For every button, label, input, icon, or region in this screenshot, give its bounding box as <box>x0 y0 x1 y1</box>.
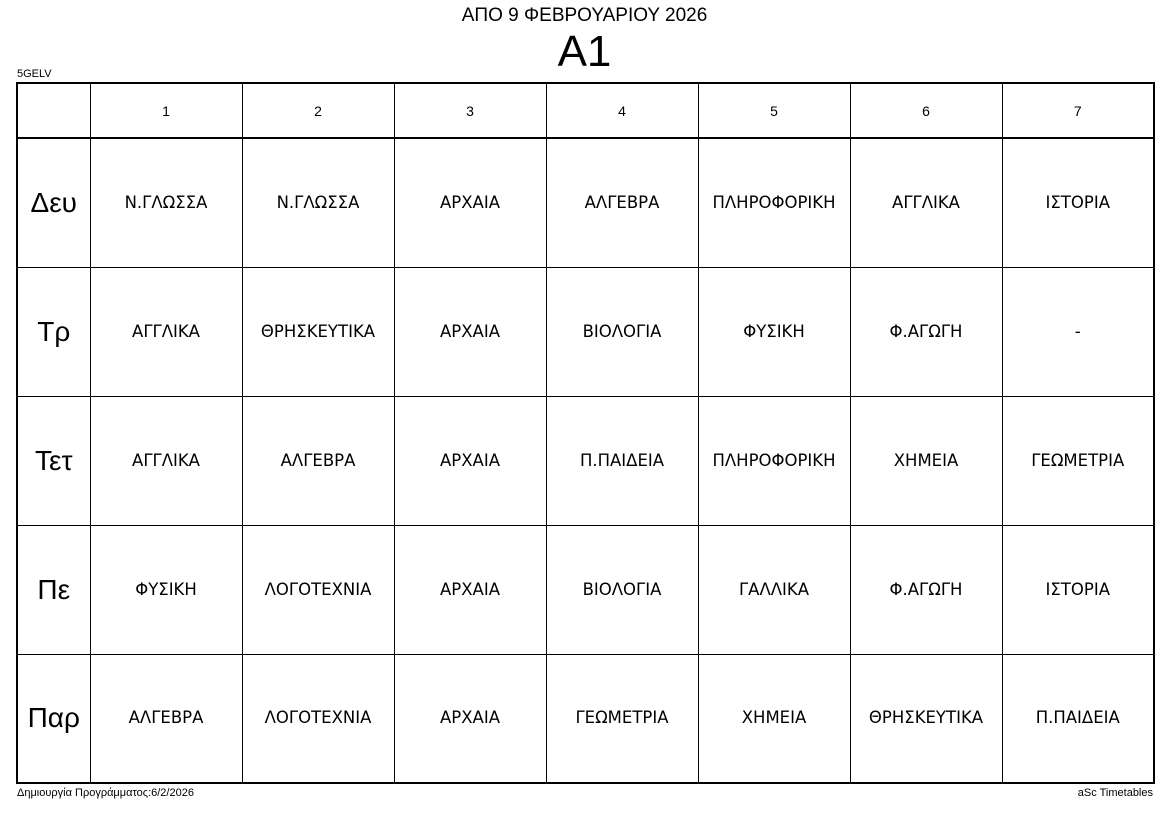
lesson-cell: ΙΣΤΟΡΙΑ <box>1002 138 1154 267</box>
period-header: 2 <box>242 83 394 138</box>
lesson-cell: ΑΓΓΛΙΚΑ <box>850 138 1002 267</box>
day-label: Τετ <box>17 396 90 525</box>
day-row-friday <box>17 654 1154 783</box>
software-credit: aSc Timetables <box>1077 787 1153 799</box>
day-row-tuesday <box>17 267 1154 396</box>
lesson-cell: ΑΡΧΑΙΑ <box>394 654 546 783</box>
lesson-cell: ΑΛΓΕΒΡΑ <box>546 138 698 267</box>
lesson-cell: Ν.ΓΛΩΣΣΑ <box>242 138 394 267</box>
creation-date-note: Δημιουργία Προγράμματος:6/2/2026 <box>17 787 194 799</box>
lesson-cell: ΠΛΗΡΟΦΟΡΙΚΗ <box>698 396 850 525</box>
period-header: 1 <box>90 83 242 138</box>
day-label: Τρ <box>17 267 90 396</box>
period-header: 5 <box>698 83 850 138</box>
day-label: Πε <box>17 525 90 654</box>
lesson-cell: ΦΥΣΙΚΗ <box>698 267 850 396</box>
period-header: 4 <box>546 83 698 138</box>
timetable-subtitle: ΑΠΟ 9 ΦΕΒΡΟΥΑΡΙΟΥ 2026 <box>461 5 708 26</box>
lesson-cell: ΛΟΓΟΤΕΧΝΙΑ <box>242 654 394 783</box>
lesson-cell: ΓΕΩΜΕΤΡΙΑ <box>546 654 698 783</box>
timetable-grid <box>16 82 1155 784</box>
lesson-cell: ΓΕΩΜΕΤΡΙΑ <box>1002 396 1154 525</box>
lesson-cell: ΑΡΧΑΙΑ <box>394 138 546 267</box>
day-row-monday <box>17 138 1154 267</box>
day-row-wednesday <box>17 396 1154 525</box>
lesson-cell: Φ.ΑΓΩΓΗ <box>850 525 1002 654</box>
period-header: 3 <box>394 83 546 138</box>
class-title: A1 <box>557 27 612 76</box>
lesson-cell: ΧΗΜΕΙΑ <box>850 396 1002 525</box>
lesson-cell: Φ.ΑΓΩΓΗ <box>850 267 1002 396</box>
period-header: 6 <box>850 83 1002 138</box>
lesson-cell: Π.ΠΑΙΔΕΙΑ <box>546 396 698 525</box>
lesson-cell: ΑΓΓΛΙΚΑ <box>90 267 242 396</box>
day-label: Παρ <box>17 654 90 783</box>
lesson-cell: Π.ΠΑΙΔΕΙΑ <box>1002 654 1154 783</box>
lesson-cell: ΘΡΗΣΚΕΥΤΙΚΑ <box>850 654 1002 783</box>
lesson-cell: ΑΡΧΑΙΑ <box>394 525 546 654</box>
lesson-cell: ΑΛΓΕΒΡΑ <box>90 654 242 783</box>
lesson-cell: ΑΓΓΛΙΚΑ <box>90 396 242 525</box>
lesson-cell: ΛΟΓΟΤΕΧΝΙΑ <box>242 525 394 654</box>
lesson-cell: ΙΣΤΟΡΙΑ <box>1002 525 1154 654</box>
lesson-cell: - <box>1002 267 1154 396</box>
lesson-cell: ΧΗΜΕΙΑ <box>698 654 850 783</box>
lesson-cell: ΒΙΟΛΟΓΙΑ <box>546 525 698 654</box>
lesson-cell: ΘΡΗΣΚΕΥΤΙΚΑ <box>242 267 394 396</box>
school-code: 5GELV <box>17 68 52 80</box>
day-row-thursday <box>17 525 1154 654</box>
day-label: Δευ <box>17 138 90 267</box>
lesson-cell: ΠΛΗΡΟΦΟΡΙΚΗ <box>698 138 850 267</box>
period-header-row <box>17 83 1154 138</box>
lesson-cell: ΑΛΓΕΒΡΑ <box>242 396 394 525</box>
lesson-cell: ΑΡΧΑΙΑ <box>394 396 546 525</box>
lesson-cell: ΑΡΧΑΙΑ <box>394 267 546 396</box>
lesson-cell: ΒΙΟΛΟΓΙΑ <box>546 267 698 396</box>
lesson-cell: ΓΑΛΛΙΚΑ <box>698 525 850 654</box>
lesson-cell: ΦΥΣΙΚΗ <box>90 525 242 654</box>
period-header: 7 <box>1002 83 1154 138</box>
corner-cell <box>17 83 90 138</box>
lesson-cell: Ν.ΓΛΩΣΣΑ <box>90 138 242 267</box>
